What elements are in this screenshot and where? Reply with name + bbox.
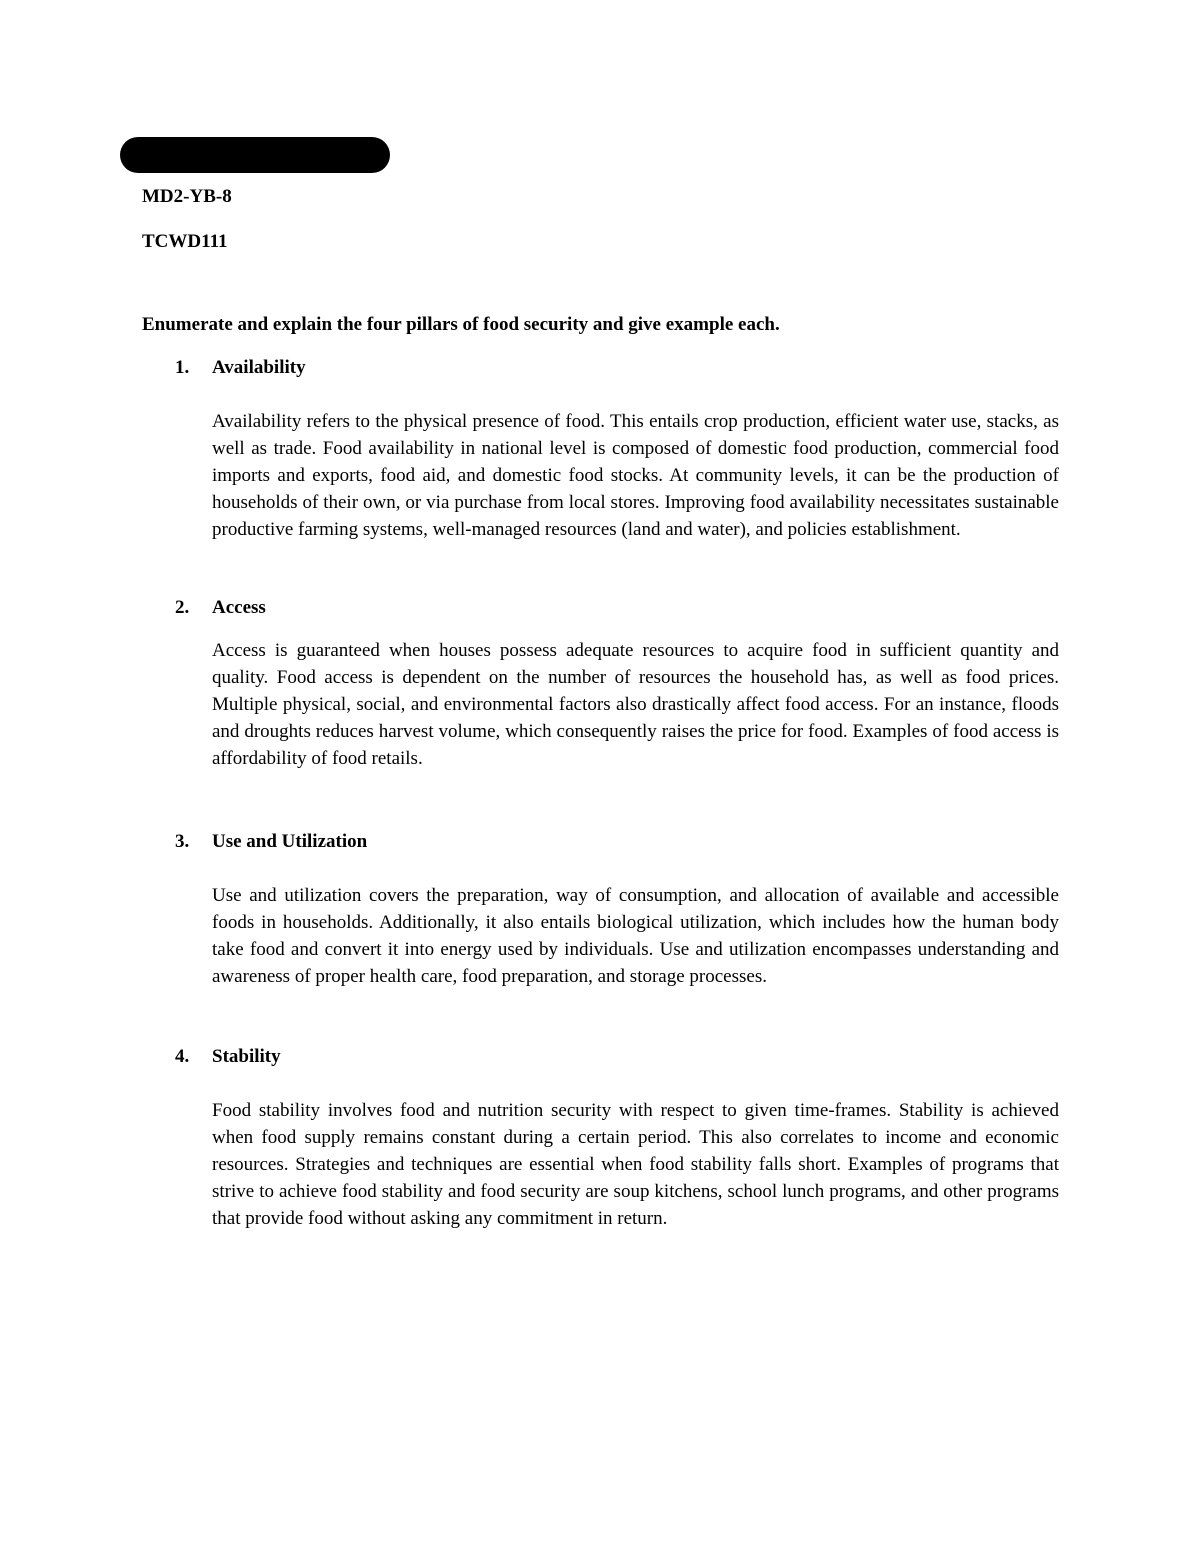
pillar-body-stability: Food stability involves food and nutrition security with respect to given time-frames. Stability is achieved when food supply remains constant during a certain period. This also correlates to income and economic resources. Strategies and techniques are essential when food stability falls short. Examples of programs that strive to achieve food stability and food security are soup kitchens, school lunch programs, and other programs that provide food without asking any commitment in return. — [212, 1100, 1059, 1229]
pillar-title: Availability — [212, 357, 306, 378]
list-number: 3. — [175, 831, 190, 852]
question-heading: Enumerate and explain the four pillars of food security and give example each. — [142, 314, 780, 335]
pillar-title: Stability — [212, 1046, 281, 1067]
section-code: MD2-YB-8 — [142, 186, 232, 207]
pillar-heading-use-utilization — [175, 830, 367, 854]
pillar-body-availability: Availability refers to the physical presence of food. This entails crop production, efficient water use, stacks, as well as trade. Food availability in national level is composed of domestic food production, commercial food imports and exports, food aid, and domestic food stocks. At community levels, it can be the production of households of their own, or via purchase from local stores. Improving food availability necessitates sustainable productive farming systems, well-managed resources (land and water), and policies establishment. — [212, 411, 1059, 540]
pillar-body-access: Access is guaranteed when houses possess adequate resources to acquire food in sufficient quantity and quality. Food access is dependent on the number of resources the household has, as well as food prices. Multiple physical, social, and environmental factors also drastically affect food access. For an instance, floods and droughts reduces harvest volume, which consequently raises the price for food. Examples of food access is affordability of food retails. — [212, 640, 1059, 769]
pillar-heading-access — [175, 596, 266, 620]
pillar-heading-stability — [175, 1045, 281, 1069]
list-number: 1. — [175, 357, 190, 378]
redacted-name-block — [120, 137, 390, 173]
pillar-title: Use and Utilization — [212, 831, 368, 852]
list-number: 2. — [175, 597, 190, 618]
pillar-body-use-utilization: Use and utilization covers the preparation, way of consumption, and allocation of available and accessible foods in households. Additionally, it also entails biological utilization, which includes how the human body take food and convert it into energy used by individuals. Use and utilization encompasses understanding and awareness of proper health care, food preparation, and storage processes. — [212, 885, 1059, 987]
list-number: 4. — [175, 1046, 190, 1067]
pillar-title: Access — [212, 597, 266, 618]
course-code: TCWD111 — [142, 231, 228, 252]
pillar-heading-availability — [175, 356, 306, 380]
